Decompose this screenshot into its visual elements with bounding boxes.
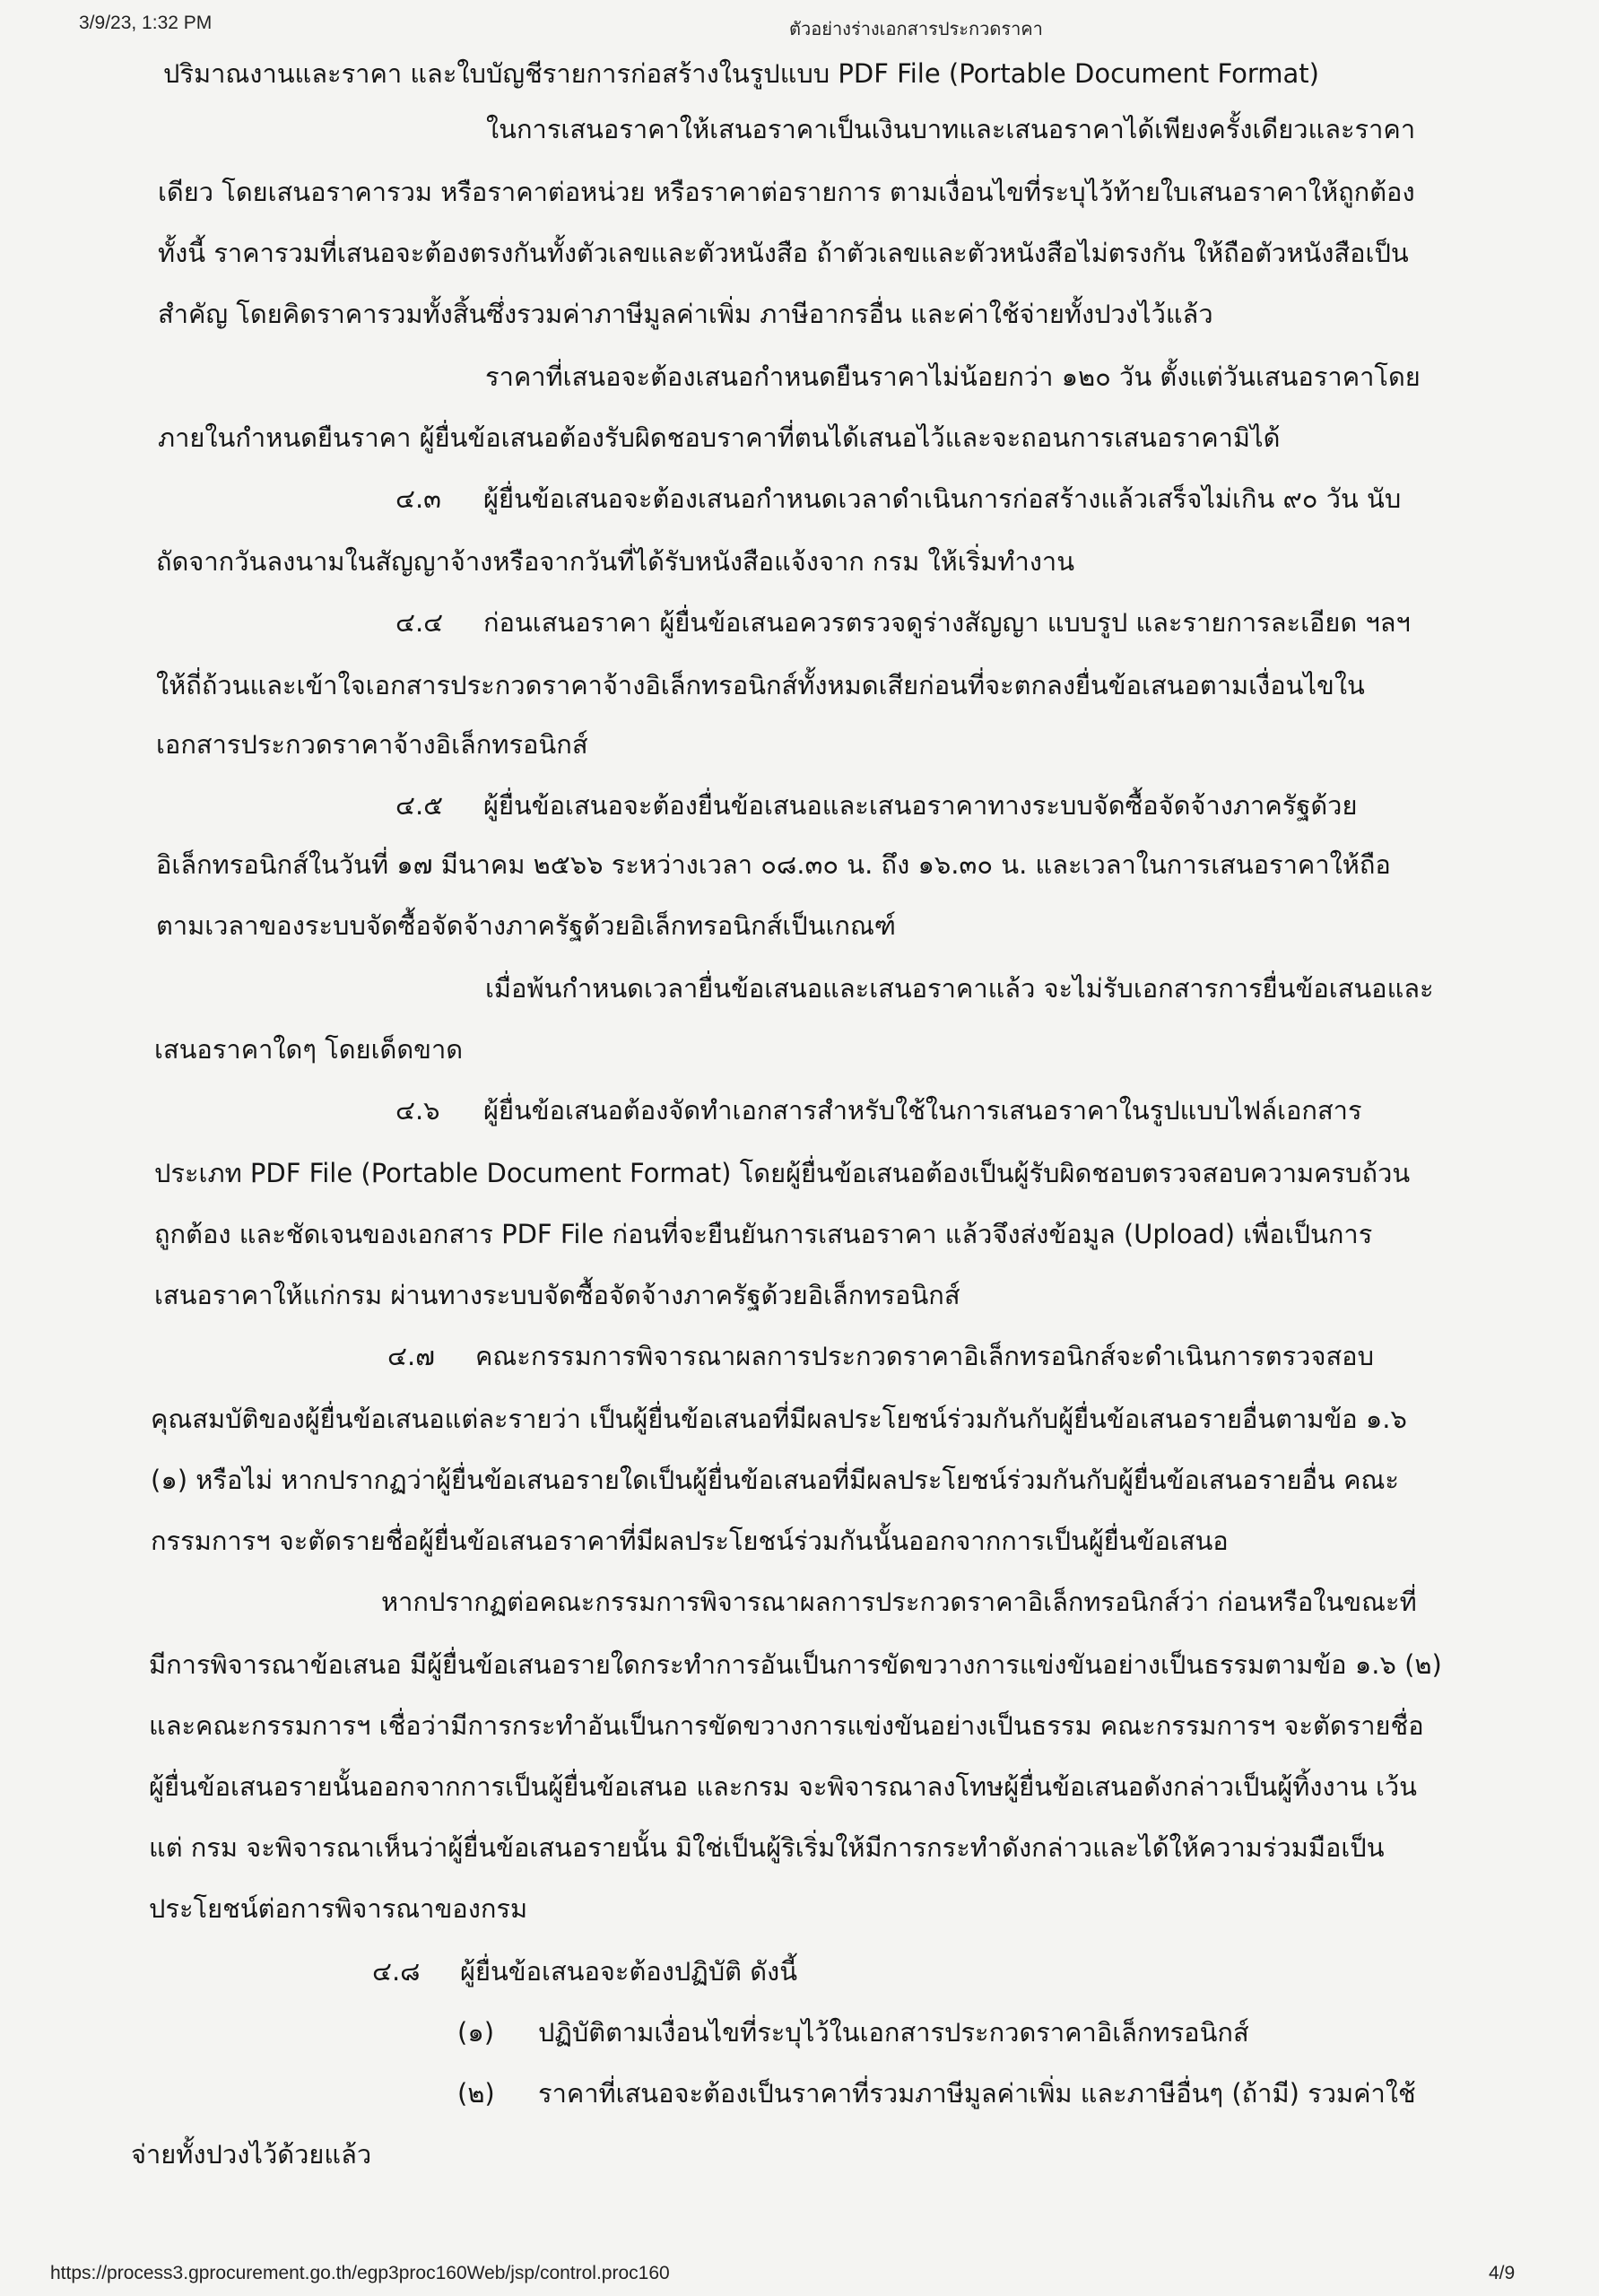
document-header-title: ตัวอย่างร่างเอกสารประกวดราคา: [789, 20, 1043, 39]
section-number: ๔.๘: [372, 1956, 421, 1987]
text-line: ประโยชน์ต่อการพิจารณาของกรม: [149, 1893, 528, 1924]
text-line: ถูกต้อง และชัดเจนของเอกสาร PDF File ก่อนที่จะยืนยันการเสนอราคา แล้วจึงส่งข้อมูล (Upload) เพื่อเป็นการ: [154, 1219, 1373, 1249]
text-line: เสนอราคาใดๆ โดยเด็ดขาด: [154, 1034, 464, 1065]
sub-item-number: (๑): [457, 2017, 495, 2048]
section-number: ๔.๗: [387, 1341, 435, 1371]
text-line: สำคัญ โดยคิดราคารวมทั้งสิ้นซึ่งรวมค่าภาษีมูลค่าเพิ่ม ภาษีอากรอื่น และค่าใช้จ่ายทั้งปวงไว้แล้ว: [158, 299, 1213, 329]
section-4-4: ๔.๔ ก่อนเสนอราคา ผู้ยื่นข้อเสนอควรตรวจดูร่างสัญญา แบบรูป และรายการละเอียด ฯลฯ: [395, 604, 1411, 640]
text-line: ภายในกำหนดยืนราคา ผู้ยื่นข้อเสนอต้องรับผิดชอบราคาที่ตนได้เสนอไว้และจะถอนการเสนอราคามิได้: [158, 422, 1281, 453]
text-line: ผู้ยื่นข้อเสนอรายนั้นออกจากการเป็นผู้ยื่นข้อเสนอ และกรม จะพิจารณาลงโทษผู้ยื่นข้อเสนอดังกล่าวเป็นผู้ทิ้งงาน เว้น: [149, 1771, 1418, 1802]
text-line: มีการพิจารณาข้อเสนอ มีผู้ยื่นข้อเสนอรายใดกระทำการอันเป็นการขัดขวางการแข่งขันอย่างเป็นธรรมตามข้อ ๑.๖ (๒): [149, 1649, 1442, 1680]
text-line: (๑) หรือไม่ หากปรากฏว่าผู้ยื่นข้อเสนอรายใดเป็นผู้ยื่นข้อเสนอที่มีผลประโยชน์ร่วมกันกับผู้ยื่นข้อเสนอรายอื่น คณะ: [151, 1465, 1399, 1495]
section-4-8: ๔.๘ ผู้ยื่นข้อเสนอจะต้องปฏิบัติ ดังนี้: [372, 1953, 797, 1989]
sub-item-2: (๒) ราคาที่เสนอจะต้องเป็นราคาที่รวมภาษีมูลค่าเพิ่ม และภาษีอื่นๆ (ถ้ามี) รวมค่าใช้: [457, 2075, 1416, 2111]
footer-url: https://process3.gprocurement.go.th/egp3proc160Web/jsp/control.proc160: [50, 2263, 670, 2283]
text-line: ปริมาณงานและราคา และใบบัญชีรายการก่อสร้างในรูปแบบ PDF File (Portable Document Format): [163, 58, 1319, 89]
print-datetime: 3/9/23, 1:32 PM: [79, 13, 213, 33]
text-line: ทั้งนี้ ราคารวมที่เสนอจะต้องตรงกันทั้งตัวเลขและตัวหนังสือ ถ้าตัวเลขและตัวหนังสือไม่ตรงกัน ให้ถือตัวหนังสือเป็น: [158, 238, 1409, 268]
page-number: 4/9: [1489, 2263, 1516, 2283]
text-line: ประเภท PDF File (Portable Document Format) โดยผู้ยื่นข้อเสนอต้องเป็นผู้รับผิดชอบตรวจสอบความครบถ้วน: [154, 1158, 1411, 1188]
text-line: ถัดจากวันลงนามในสัญญาจ้างหรือจากวันที่ได้รับหนังสือแจ้งจาก กรม ให้เริ่มทำงาน: [156, 546, 1075, 577]
section-4-3: ๔.๓ ผู้ยื่นข้อเสนอจะต้องเสนอกำหนดเวลาดำเนินการก่อสร้างแล้วเสร็จไม่เกิน ๙๐ วัน นับ: [395, 481, 1401, 517]
sub-item-number: (๒): [457, 2078, 495, 2109]
section-number: ๔.๖: [395, 1095, 440, 1126]
text-line: ตามเวลาของระบบจัดซื้อจัดจ้างภาครัฐด้วยอิเล็กทรอนิกส์เป็นเกณฑ์: [156, 910, 896, 941]
section-4-5: ๔.๕ ผู้ยื่นข้อเสนอจะต้องยื่นข้อเสนอและเสนอราคาทางระบบจัดซื้อจัดจ้างภาครัฐด้วย: [395, 787, 1357, 823]
text-line: ราคาที่เสนอจะต้องเสนอกำหนดยืนราคาไม่น้อยกว่า ๑๒๐ วัน ตั้งแต่วันเสนอราคาโดย: [485, 361, 1421, 392]
sub-item-1: (๑) ปฏิบัติตามเงื่อนไขที่ระบุไว้ในเอกสารประกวดราคาอิเล็กทรอนิกส์: [457, 2014, 1249, 2050]
text-line: แต่ กรม จะพิจารณาเห็นว่าผู้ยื่นข้อเสนอรายนั้น มิใช่เป็นผู้ริเริ่มให้มีการกระทำดังกล่าวและได้ให้ความร่วมมือเป็น: [149, 1832, 1385, 1863]
text-line: เอกสารประกวดราคาจ้างอิเล็กทรอนิกส์: [156, 729, 588, 760]
text-line: จ่ายทั้งปวงไว้ด้วยแล้ว: [131, 2139, 372, 2170]
text-line: คุณสมบัติของผู้ยื่นข้อเสนอแต่ละรายว่า เป็นผู้ยื่นข้อเสนอที่มีผลประโยชน์ร่วมกันกับผู้ยื่นข้อเสนอรายอื่นตามข้อ ๑.๖: [151, 1404, 1407, 1434]
section-number: ๔.๕: [395, 790, 444, 821]
text-line: อิเล็กทรอนิกส์ในวันที่ ๑๗ มีนาคม ๒๕๖๖ ระหว่างเวลา ๐๘.๓๐ น. ถึง ๑๖.๓๐ น. และเวลาในการเสนอราคาให้ถือ: [156, 849, 1391, 880]
text-line: เมื่อพ้นกำหนดเวลายื่นข้อเสนอและเสนอราคาแล้ว จะไม่รับเอกสารการยื่นข้อเสนอและ: [485, 973, 1434, 1004]
text-line: เดียว โดยเสนอราคารวม หรือราคาต่อหน่วย หรือราคาต่อรายการ ตามเงื่อนไขที่ระบุไว้ท้ายใบเสนอราคาให้ถูกต้อง: [158, 177, 1415, 207]
section-4-7: ๔.๗ คณะกรรมการพิจารณาผลการประกวดราคาอิเล็กทรอนิกส์จะดำเนินการตรวจสอบ: [387, 1338, 1374, 1374]
text-line: ในการเสนอราคาให้เสนอราคาเป็นเงินบาทและเสนอราคาได้เพียงครั้งเดียวและราคา: [486, 114, 1416, 144]
text-line: เสนอราคาให้แก่กรม ผ่านทางระบบจัดซื้อจัดจ้างภาครัฐด้วยอิเล็กทรอนิกส์: [154, 1280, 960, 1310]
section-4-6: ๔.๖ ผู้ยื่นข้อเสนอต้องจัดทำเอกสารสำหรับใช้ในการเสนอราคาในรูปแบบไฟล์เอกสาร: [395, 1092, 1362, 1128]
text-line: และคณะกรรมการฯ เชื่อว่ามีการกระทำอันเป็นการขัดขวางการแข่งขันอย่างเป็นธรรม คณะกรรมการฯ จะตัดรายชื่อ: [149, 1710, 1424, 1741]
section-number: ๔.๔: [395, 607, 444, 638]
section-number: ๔.๓: [395, 483, 441, 514]
text-line: หากปรากฏต่อคณะกรรมการพิจารณาผลการประกวดราคาอิเล็กทรอนิกส์ว่า ก่อนหรือในขณะที่: [381, 1587, 1417, 1617]
text-line: กรรมการฯ จะตัดรายชื่อผู้ยื่นข้อเสนอราคาที่มีผลประโยชน์ร่วมกันนั้นออกจากการเป็นผู้ยื่นข้อเสนอ: [151, 1526, 1229, 1556]
text-line: ให้ถี่ถ้วนและเข้าใจเอกสารประกวดราคาจ้างอิเล็กทรอนิกส์ทั้งหมดเสียก่อนที่จะตกลงยื่นข้อเสนอตามเงื่อนไขใน: [156, 670, 1365, 700]
